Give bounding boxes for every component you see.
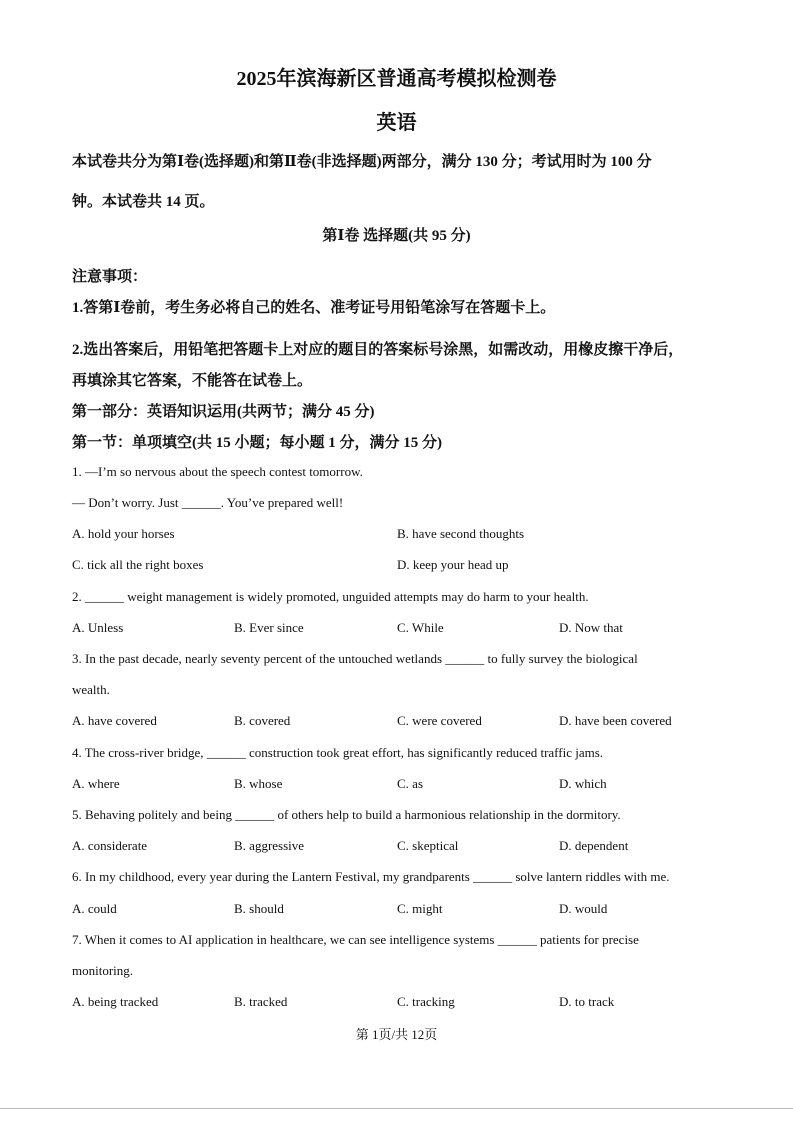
question-2-option-c: C. While	[397, 620, 444, 635]
question-7-stem: 7. When it comes to AI application in healthcare, we can see intelligence systems ______ patients for precise	[72, 932, 639, 947]
question-7-option-a: A. being tracked	[72, 994, 159, 1009]
question-6-option-b: B. should	[234, 901, 284, 916]
question-7-stem-continued: monitoring.	[72, 963, 134, 978]
question-5-option-b: B. aggressive	[234, 838, 305, 853]
question-2-option-b: B. Ever since	[234, 620, 304, 635]
section-title: 第Ⅰ卷 选择题(共 95 分)	[322, 228, 471, 244]
question-5-option-c: C. skeptical	[397, 838, 459, 853]
question-4-option-d: D. which	[559, 776, 607, 791]
question-4-stem: 4. The cross-river bridge, ______ construction took great effort, has significantly reduced traffic jams.	[72, 745, 604, 760]
question-6-option-c: C. might	[397, 901, 443, 916]
page-title: 2025年滨海新区普通高考模拟检测卷	[236, 68, 557, 90]
question-3-stem-continued: wealth.	[72, 682, 110, 697]
question-1-option-b: B. have second thoughts	[397, 526, 525, 541]
question-1-option-d: D. keep your head up	[397, 557, 509, 572]
question-5-option-d: D. dependent	[559, 838, 629, 853]
question-7-option-b: B. tracked	[234, 994, 288, 1009]
question-7-option-c: C. tracking	[397, 994, 455, 1009]
question-1-reply: — Don’t worry. Just ______. You’ve prepared well!	[72, 495, 344, 510]
intro-line-2: 钟。本试卷共 14 页。	[72, 194, 215, 210]
question-5-option-a: A. considerate	[72, 838, 148, 853]
part-1-section-1-heading: 第一节：单项填空(共 15 小题；每小题 1 分，满分 15 分)	[72, 435, 442, 451]
question-1-option-c: C. tick all the right boxes	[72, 557, 204, 572]
bottom-divider	[0, 1108, 793, 1109]
question-6-option-a: A. could	[72, 901, 117, 916]
question-1-option-a: A. hold your horses	[72, 526, 175, 541]
subject-title: 英语	[376, 112, 417, 134]
question-3-stem: 3. In the past decade, nearly seventy percent of the untouched wetlands ______ to fully survey the biological	[72, 651, 638, 666]
question-5-stem: 5. Behaving politely and being ______ of others help to build a harmonious relationship in the dormitory.	[72, 807, 621, 822]
question-6-option-d: D. would	[559, 901, 608, 916]
question-3-option-b: B. covered	[234, 713, 291, 728]
question-1-stem: 1. —I’m so nervous about the speech contest tomorrow.	[72, 464, 363, 479]
question-4-option-c: C. as	[397, 776, 423, 791]
intro-line-1: 本试卷共分为第Ⅰ卷(选择题)和第Ⅱ卷(非选择题)两部分，满分 130 分；考试用时为 100 分	[72, 154, 652, 170]
question-3-option-a: A. have covered	[72, 713, 157, 728]
page-footer: 第 1页/共 12页	[355, 1027, 438, 1042]
question-2-option-a: A. Unless	[72, 620, 124, 635]
question-3-option-c: C. were covered	[397, 713, 482, 728]
question-3-option-d: D. have been covered	[559, 713, 672, 728]
notes-item-2-line-2: 再填涂其它答案，不能答在试卷上。	[72, 373, 313, 389]
question-7-option-d: D. to track	[559, 994, 615, 1009]
notes-item-2-line-1: 2.选出答案后，用铅笔把答题卡上对应的题目的答案标号涂黑，如需改动，用橡皮擦干净后，	[72, 342, 684, 358]
notes-heading: 注意事项：	[72, 269, 148, 285]
question-4-option-a: A. where	[72, 776, 120, 791]
part-1-heading: 第一部分：英语知识运用(共两节；满分 45 分)	[72, 404, 375, 420]
question-2-option-d: D. Now that	[559, 620, 623, 635]
question-6-stem: 6. In my childhood, every year during the Lantern Festival, my grandparents ______ solve lantern riddles with me.	[72, 869, 670, 884]
question-2-stem: 2. ______ weight management is widely promoted, unguided attempts may do harm to your health.	[72, 589, 589, 604]
question-4-option-b: B. whose	[234, 776, 283, 791]
notes-item-1: 1.答第Ⅰ卷前，考生务必将自己的姓名、准考证号用铅笔涂写在答题卡上。	[72, 300, 556, 316]
